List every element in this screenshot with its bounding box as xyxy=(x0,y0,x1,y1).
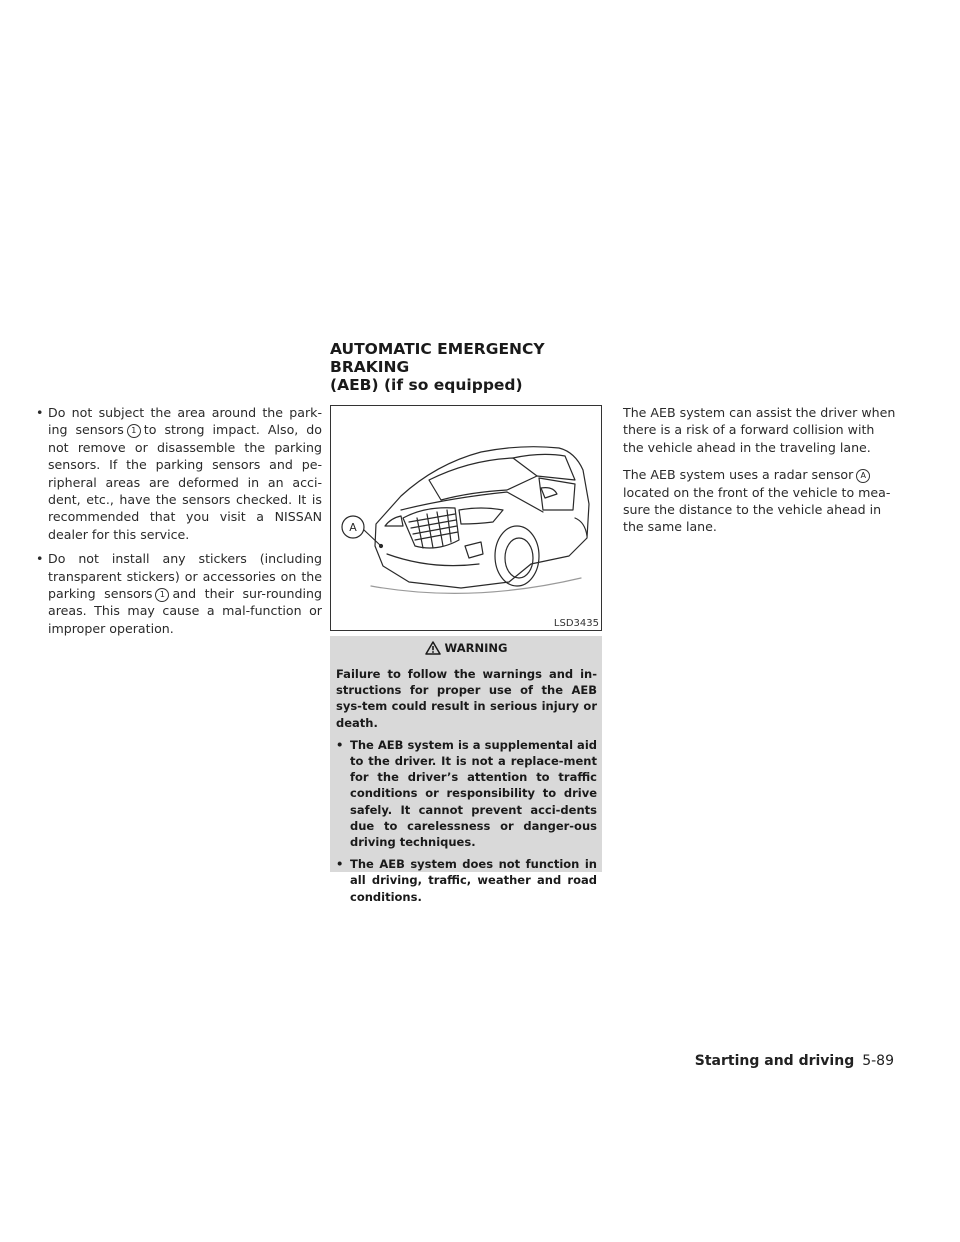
callout-1-marker: 1 xyxy=(155,588,169,602)
bullet1-text-b: to strong impact. Also, do not remove or disassemble the parking sensors. If the parking sensors and pe-ripheral areas are deformed in an acci-dent, etc., have the sensors checked. It is recommended that you visit a NISSAN dealer for this service. xyxy=(48,422,322,542)
radar-text-a: The AEB system uses a radar sensor xyxy=(623,467,854,483)
vehicle-figure xyxy=(330,405,602,631)
footer-section: Starting and driving xyxy=(694,1053,855,1069)
warning-label: WARNING xyxy=(444,641,508,655)
radar-text-b: located on the front of the vehicle to mea-sure the distance to the vehicle ahead in the same lane. xyxy=(623,484,891,535)
aeb-description: The AEB system can assist the driver when there is a risk of a forward collision with the vehicle ahead in the traveling lane. xyxy=(623,405,896,455)
bullet-parking-sensor-stickers xyxy=(36,550,322,637)
callout-1-marker: 1 xyxy=(127,424,141,438)
warning-item: • The AEB system does not function in all driving, traffic, weather and road conditions. xyxy=(336,856,597,905)
warning-box xyxy=(330,636,602,904)
warning-body xyxy=(336,666,597,911)
section-title-line1: AUTOMATIC EMERGENCY BRAKING xyxy=(330,340,545,376)
warning-item: • The AEB system is a supplemental aid to the driver. It is not a replace-ment for the driver’s attention to traffic conditions or responsibility to drive safely. It cannot prevent acci-dents due to carelessness or danger-ous driving techniques. xyxy=(336,737,597,850)
aeb-radar-description xyxy=(623,466,899,536)
warning-intro: Failure to follow the warnings and in-structions for proper use of the AEB sys-tem could result in serious injury or death. xyxy=(336,667,597,730)
callout-a-label: A xyxy=(349,521,357,534)
left-column xyxy=(36,404,322,644)
bullet-parking-sensor-impact xyxy=(36,404,322,543)
vehicle-illustration xyxy=(331,406,601,630)
bullet2-text-a: Do not install any stickers (including transparent stickers) or accessories on the parking sensors xyxy=(48,551,322,602)
section-title-line2: (AEB) (if so equipped) xyxy=(330,376,523,394)
page-number: 5-89 xyxy=(862,1053,894,1069)
callout-a-marker: A xyxy=(856,469,870,483)
warning-heading xyxy=(330,636,602,660)
bullet2-text-b: and their sur-rounding areas. This may cause a mal-function or improper operation. xyxy=(48,586,322,636)
bullet1-text-a: Do not subject the area around the park-ing sensors xyxy=(48,405,322,438)
page-footer xyxy=(695,1053,894,1069)
section-heading xyxy=(330,340,602,394)
right-column xyxy=(623,404,899,546)
warning-icon xyxy=(425,641,441,655)
figure-code: LSD3435 xyxy=(553,618,599,629)
